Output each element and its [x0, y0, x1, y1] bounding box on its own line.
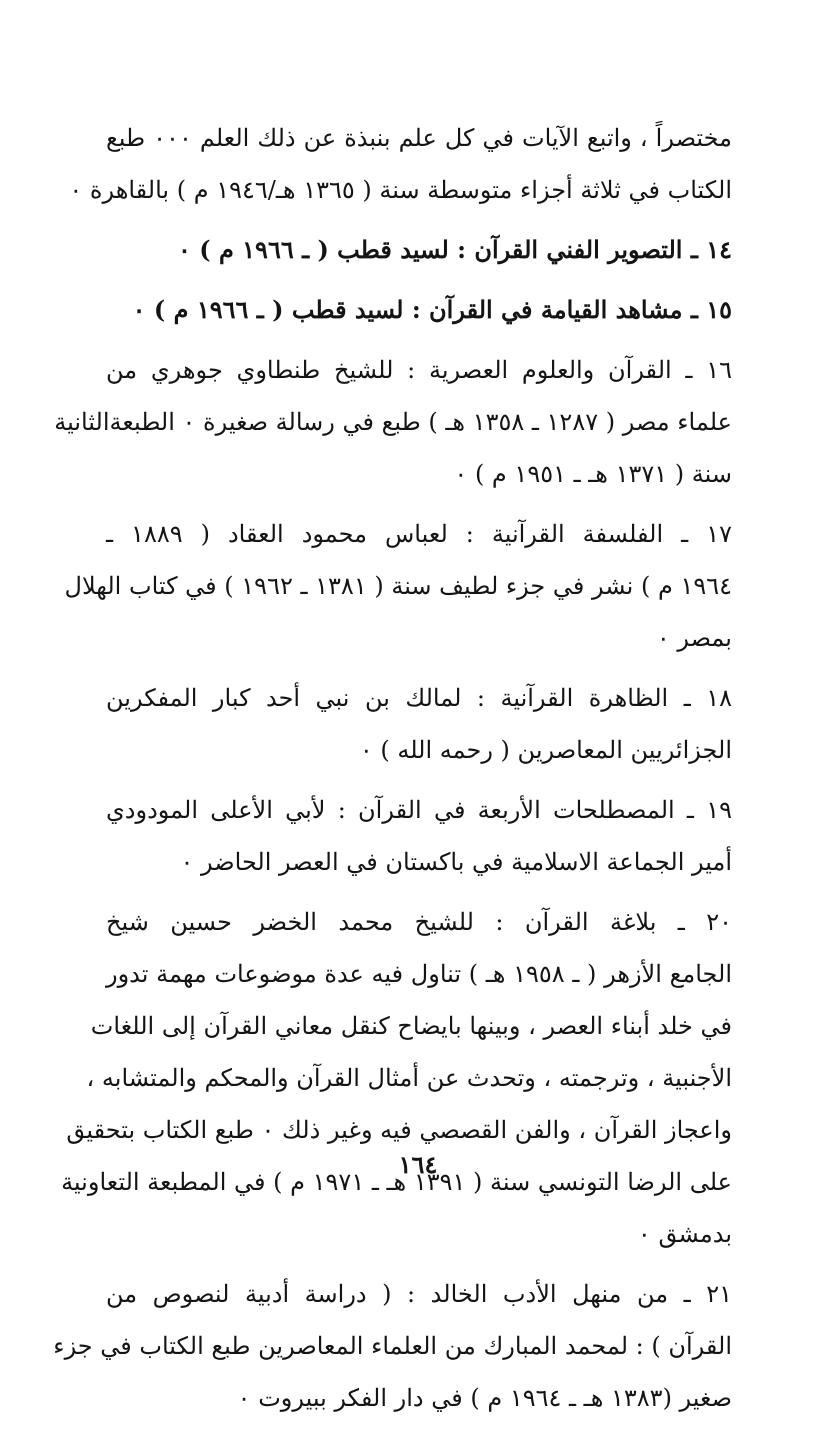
text-line: الجزائريين المعاصرين ( رحمه الله ) ٠ [359, 736, 732, 764]
text-line: بدمشق ٠ [637, 1220, 732, 1248]
text-line: صغير (١٣٨٣ هـ ـ ١٩٦٤ م ) في دار الفكر ببيروت ٠ [237, 1384, 732, 1412]
entry-19 [106, 784, 732, 888]
entry-16 [54, 344, 732, 500]
text-line: في خلد أبناء العصر ، وبينها بايضاح كنقل معاني القرآن إلى اللغات [90, 1012, 732, 1040]
text-line: القرآن ) : لمحمد المبارك من العلماء المعاصرين طبع الكتاب في جزء [53, 1332, 732, 1360]
text-line: على الرضا التونسي سنة ( ١٣٩١ هـ ـ ١٩٧١ م ) في المطبعة التعاونية [61, 1168, 732, 1196]
text-line: الجامع الأزهر ( ـ ١٩٥٨ هـ ) تناول فيه عدة موضوعات مهمة تدور [106, 960, 732, 988]
entry-14 [106, 224, 732, 276]
entry-15 [106, 284, 732, 336]
entry-18 [106, 672, 732, 776]
text-line: ١٨ ـ الظاهرة القرآنية : لمالك بن نبي أحد كبار المفكرين [106, 684, 732, 712]
entry-21 [53, 1268, 732, 1424]
entry-20 [61, 896, 732, 1260]
text-line: بمصر ٠ [656, 624, 732, 652]
text-line: مختصراً ، واتبع الآيات في كل علم بنبذة عن ذلك العلم ٠٠٠ طبع [106, 124, 732, 152]
text-line: علماء مصر ( ١٢٨٧ ـ ١٣٥٨ هـ ) طبع في رسالة صغيرة ٠ الطبعةالثانية [54, 408, 732, 436]
text-line: ١٧ ـ الفلسفة القرآنية : لعباس محمود العقاد ( ١٨٨٩ ـ [106, 520, 732, 548]
paragraph-13-continued [69, 112, 732, 216]
text-line: الكتاب في ثلاثة أجزاء متوسطة سنة ( ١٣٦٥ هـ/١٩٤٦ م ) بالقاهرة ٠ [69, 176, 732, 204]
entry-17 [64, 508, 732, 664]
text-line: ٢١ ـ من منهل الأدب الخالد : ( دراسة أدبية لنصوص من [106, 1280, 732, 1308]
text-line: ١٩ ـ المصطلحات الأربعة في القرآن : لأبي الأعلى المودودي [106, 796, 732, 824]
page-body [53, 112, 732, 1432]
text-line: ١٤ ـ التصوير الفني القرآن : لسيد قطب ( ـ ١٩٦٦ م ) ٠ [177, 235, 732, 264]
text-line: ١٥ ـ مشاهد القيامة في القرآن : لسيد قطب ( ـ ١٩٦٦ م ) ٠ [132, 295, 732, 324]
text-line: واعجاز القرآن ، والفن القصصي فيه وغير ذلك ٠ طبع الكتاب بتحقيق [66, 1116, 732, 1144]
text-line: ١٦ ـ القرآن والعلوم العصرية : للشيخ طنطاوي جوهري من [106, 356, 732, 384]
page-number: ١٦٤ [398, 1150, 438, 1179]
text-line: ١٩٦٤ م ) نشر في جزء لطيف سنة ( ١٣٨١ ـ ١٩٦٢ ) في كتاب الهلال [64, 572, 732, 600]
text-line: الأجنبية ، وترجمته ، وتحدث عن أمثال القرآن والمحكم والمتشابه ، [86, 1064, 732, 1092]
text-line: ٢٠ ـ بلاغة القرآن : للشيخ محمد الخضر حسين شيخ [106, 908, 732, 936]
text-line: أمير الجماعة الاسلامية في باكستان في العصر الحاضر ٠ [180, 848, 732, 876]
text-line: سنة ( ١٣٧١ هـ ـ ١٩٥١ م ) ٠ [454, 460, 732, 488]
